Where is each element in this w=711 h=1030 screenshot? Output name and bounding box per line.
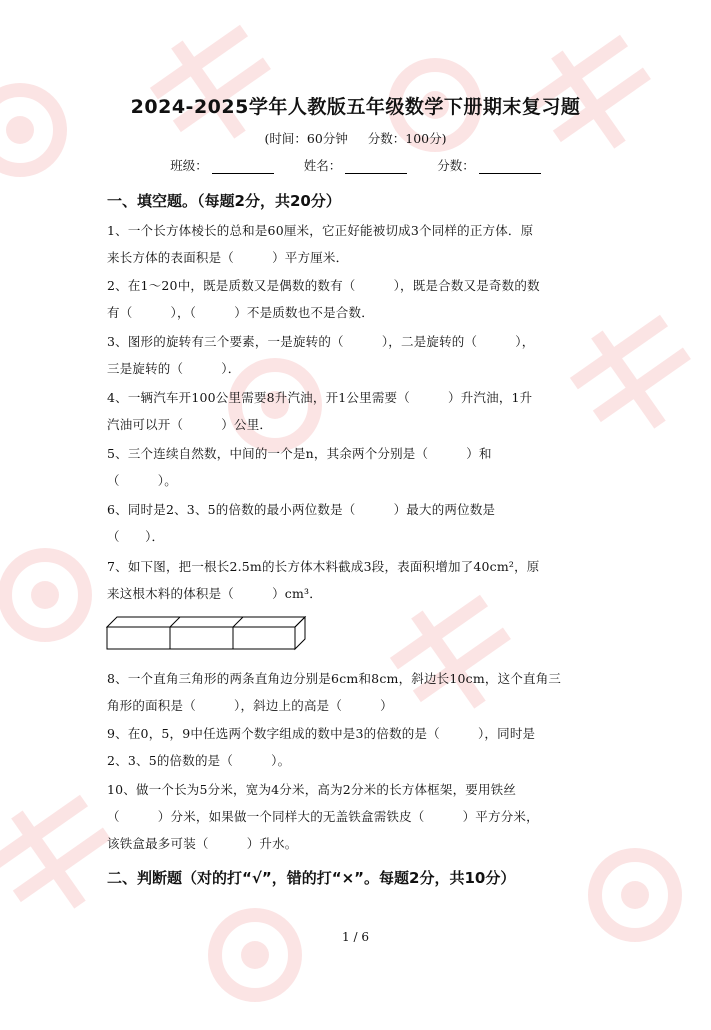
question-line: 三是旋转的（ ）． [107, 361, 241, 376]
question-line: （ ）． [107, 529, 165, 544]
question-line: 8、一个直角三角形的两条直角边分别是6cm和8cm，斜边长10cm，这个直角三 [107, 671, 562, 686]
question-line: 来长方体的表面积是（ ）平方厘米． [107, 250, 349, 265]
page-number: 1 / 6 [342, 930, 369, 944]
class-field [170, 156, 274, 174]
time-limit: (时间：60分钟 [264, 131, 348, 146]
question-line: （ ）分米，如果做一个同样大的无盖铁盒需铁皮（ ）平方分米， [107, 809, 539, 824]
total-score: 分数：100分) [367, 131, 447, 146]
question-5 [107, 440, 607, 494]
question-line: 10、做一个长为5分米，宽为4分米，高为2分米的长方体框架，要用铁丝 [107, 782, 517, 797]
question-3 [107, 328, 607, 382]
question-line: 5、三个连续自然数，中间的一个是n，其余两个分别是（ ）和 [107, 446, 492, 461]
cuboid-figure [106, 616, 326, 652]
score-field [437, 156, 541, 174]
question-8 [107, 665, 607, 719]
question-1 [107, 217, 607, 271]
question-4 [107, 384, 607, 438]
question-9 [107, 720, 607, 774]
score-label: 分数： [437, 158, 475, 173]
question-2 [107, 272, 607, 326]
page-title: 2024-2025学年人教版五年级数学下册期末复习题 [130, 96, 581, 118]
question-7 [107, 553, 607, 607]
question-line: 6、同时是2、3、5的倍数的最小两位数是（ ）最大的两位数是 [107, 502, 496, 517]
question-line: 来这根木料的体积是（ ）cm³． [107, 586, 322, 601]
name-blank[interactable] [345, 159, 407, 174]
question-line: 2、3、5的倍数的是（ ）。 [107, 753, 291, 768]
score-blank[interactable] [479, 159, 541, 174]
question-line: 汽油可以开（ ）公里． [107, 417, 273, 432]
question-line: 9、在0，5，9中任选两个数字组成的数中是3的倍数的是（ ），同时是 [107, 726, 536, 741]
watermark-logo [0, 520, 120, 670]
question-line: 3、图形的旋转有三个要素，一是旋转的（ ），二是旋转的（ ）， [107, 334, 535, 349]
section-heading: 一、填空题。（每题2分，共20分） [107, 192, 341, 210]
question-line: （ ）。 [107, 473, 177, 488]
question-line: 4、一辆汽车开100公里需要8升汽油，开1公里需要（ ）升汽油，1升 [107, 390, 533, 405]
name-label: 姓名： [303, 158, 342, 173]
question-line: 该铁盒最多可装（ ）升水。 [107, 836, 298, 851]
class-blank[interactable] [212, 159, 274, 174]
student-info [0, 156, 711, 174]
question-line: 角形的面积是（ ），斜边上的高是（ ） [107, 698, 393, 713]
question-6 [107, 496, 607, 550]
question-10 [107, 776, 607, 857]
watermark-logo [180, 880, 330, 1030]
section-heading: 二、判断题（对的打“√”，错的打“×”。每题2分，共10分） [107, 869, 516, 887]
exam-meta [0, 129, 711, 147]
class-label: 班级： [170, 158, 208, 173]
question-line: 有（ ），（ ）不是质数也不是合数． [107, 305, 374, 320]
name-field [304, 156, 408, 174]
question-line: 7、如下图，把一根长2.5m的长方体木料截成3段，表面积增加了40cm²，原 [107, 559, 540, 574]
question-line: 1、一个长方体棱长的总和是60厘米，它正好能被切成3个同样的正方体．原 [107, 223, 534, 238]
question-line: 2、在1～20中，既是质数又是偶数的数有（ ），既是合数又是奇数的数 [107, 278, 540, 293]
